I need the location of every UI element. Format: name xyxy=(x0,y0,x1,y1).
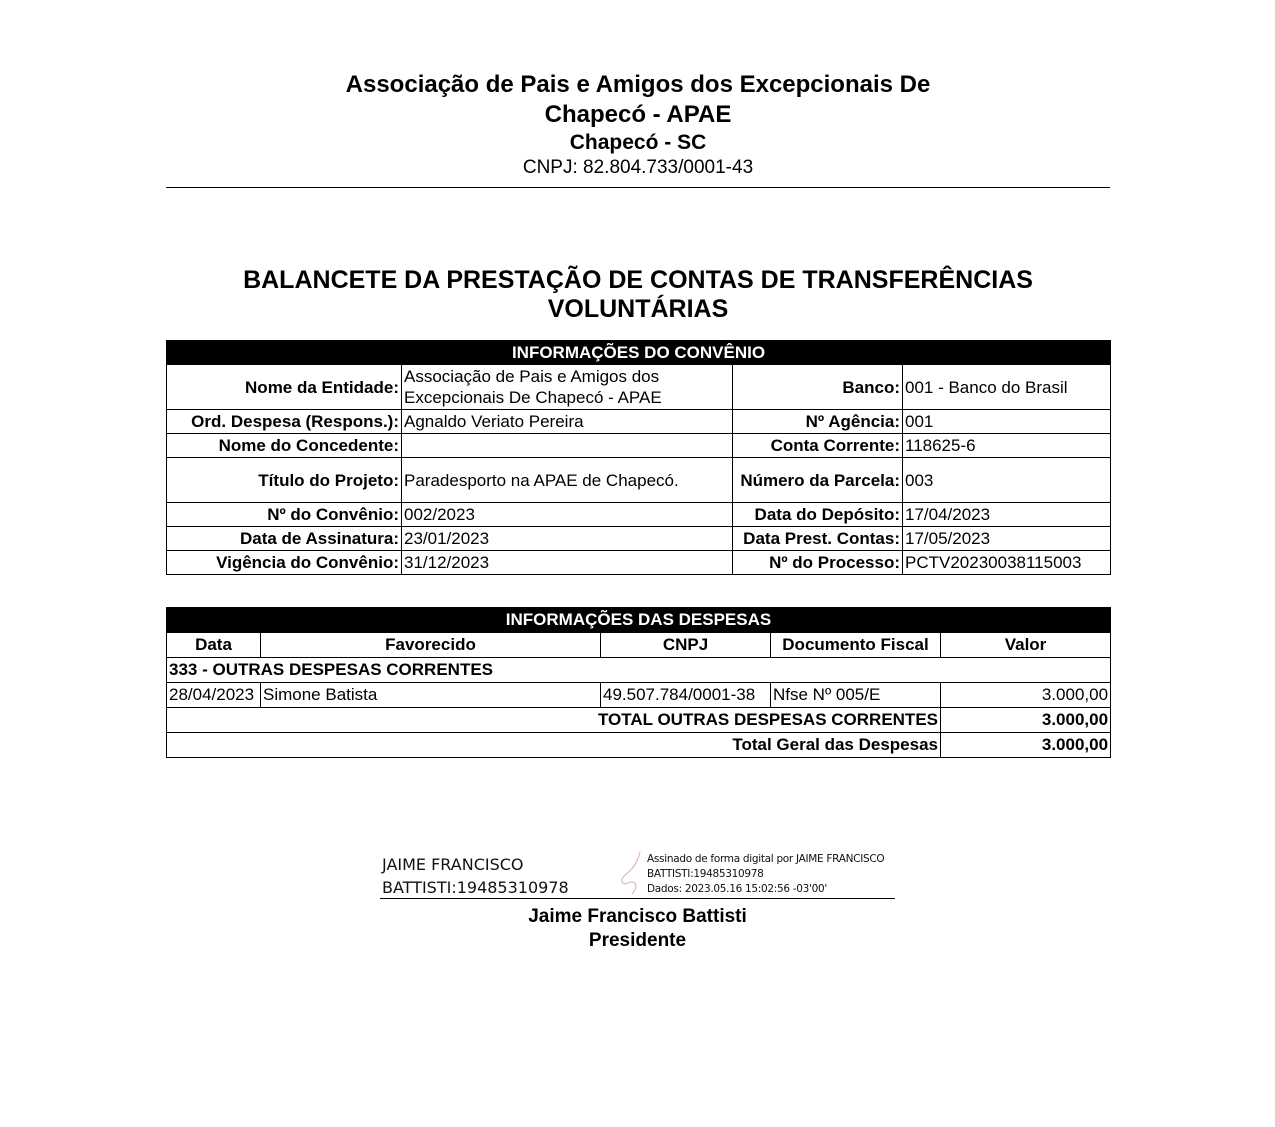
expense-payee: Simone Batista xyxy=(261,683,601,708)
table-row xyxy=(167,683,1111,708)
organization-cnpj: CNPJ: 82.804.733/0001-43 xyxy=(522,157,754,178)
field-label: Vigência do Convênio: xyxy=(167,551,402,575)
group-row xyxy=(167,658,1111,683)
field-label: Número da Parcela: xyxy=(733,458,903,503)
report-date-value: 17/05/2023 xyxy=(903,527,1111,551)
responsible-value: Agnaldo Veriato Pereira xyxy=(402,410,733,434)
bank-value: 001 - Banco do Brasil xyxy=(903,365,1111,410)
column-header-cnpj: CNPJ xyxy=(601,633,771,658)
agreement-number-value: 002/2023 xyxy=(402,503,733,527)
field-label: Data do Depósito: xyxy=(733,503,903,527)
signature-details xyxy=(647,852,884,897)
despesas-table xyxy=(166,607,1111,758)
digital-signature xyxy=(380,850,895,899)
field-label: Nome da Entidade: xyxy=(167,365,402,410)
field-label: Nº do Convênio: xyxy=(167,503,402,527)
field-label: Título do Projeto: xyxy=(167,458,402,503)
subtotal-label: TOTAL OUTRAS DESPESAS CORRENTES xyxy=(167,708,941,733)
field-label: Conta Corrente: xyxy=(733,434,903,458)
signature-name-line: JAIME FRANCISCO xyxy=(382,855,524,874)
entity-name-value: Associação de Pais e Amigos dos Excepcionais De Chapecó - APAE xyxy=(402,365,733,410)
subtotal-value: 3.000,00 xyxy=(941,708,1111,733)
organization-name: Associação de Pais e Amigos dos Excepcionais De Chapecó - APAE xyxy=(345,71,931,128)
convenio-row xyxy=(167,458,1111,503)
field-label: Nº Agência: xyxy=(733,410,903,434)
convenio-section-title: INFORMAÇÕES DO CONVÊNIO xyxy=(167,341,1111,365)
signature-detail-line: Assinado de forma digital por JAIME FRANCISCO xyxy=(647,853,885,865)
convenio-row xyxy=(167,527,1111,551)
column-header-favorecido: Favorecido xyxy=(261,633,601,658)
table-header-row xyxy=(167,633,1111,658)
signature-name-line: BATTISTI:19485310978 xyxy=(382,878,569,897)
signature-date-value: 23/01/2023 xyxy=(402,527,733,551)
project-title-value: Paradesporto na APAE de Chapecó. xyxy=(402,458,733,503)
expense-date: 28/04/2023 xyxy=(167,683,261,708)
signature-detail-line: BATTISTI:19485310978 xyxy=(647,868,764,880)
convenio-table xyxy=(166,340,1111,575)
deposit-date-value: 17/04/2023 xyxy=(903,503,1111,527)
organization-city: Chapecó - SC xyxy=(569,131,707,154)
field-label: Nº do Processo: xyxy=(733,551,903,575)
validity-value: 31/12/2023 xyxy=(402,551,733,575)
document-title: BALANCETE DA PRESTAÇÃO DE CONTAS DE TRANSFERÊNCIAS VOLUNTÁRIAS xyxy=(243,266,1033,323)
convenio-row xyxy=(167,503,1111,527)
convenio-row xyxy=(167,434,1111,458)
signature-name-block xyxy=(382,853,569,899)
convenio-row xyxy=(167,551,1111,575)
column-header-data: Data xyxy=(167,633,261,658)
field-label: Data Prest. Contas: xyxy=(733,527,903,551)
process-number-value: PCTV20230038115003 xyxy=(903,551,1111,575)
field-label: Ord. Despesa (Respons.): xyxy=(167,410,402,434)
total-value: 3.000,00 xyxy=(941,733,1111,758)
header-divider xyxy=(166,187,1110,188)
total-row xyxy=(167,733,1111,758)
convenio-row xyxy=(167,365,1111,410)
convenio-row xyxy=(167,410,1111,434)
field-label: Banco: xyxy=(733,365,903,410)
account-value: 118625-6 xyxy=(903,434,1111,458)
signer-block xyxy=(380,905,895,953)
expense-group-label: 333 - OUTRAS DESPESAS CORRENTES xyxy=(167,658,1111,683)
total-label: Total Geral das Despesas xyxy=(167,733,941,758)
grantor-value xyxy=(402,434,733,458)
document-header xyxy=(166,70,1110,180)
despesas-section-title: INFORMAÇÕES DAS DESPESAS xyxy=(167,608,1111,633)
field-label: Data de Assinatura: xyxy=(167,527,402,551)
signature-detail-line: Dados: 2023.05.16 15:02:56 -03'00' xyxy=(647,883,827,895)
expense-value: 3.000,00 xyxy=(941,683,1111,708)
signature-seal-icon xyxy=(618,850,648,898)
agency-value: 001 xyxy=(903,410,1111,434)
subtotal-row xyxy=(167,708,1111,733)
expense-cnpj: 49.507.784/0001-38 xyxy=(601,683,771,708)
column-header-valor: Valor xyxy=(941,633,1111,658)
signer-role: Presidente xyxy=(588,930,687,951)
installment-value: 003 xyxy=(903,458,1111,503)
expense-document: Nfse Nº 005/E xyxy=(771,683,941,708)
field-label: Nome do Concedente: xyxy=(167,434,402,458)
column-header-documento: Documento Fiscal xyxy=(771,633,941,658)
signer-name: Jaime Francisco Battisti xyxy=(528,906,747,927)
